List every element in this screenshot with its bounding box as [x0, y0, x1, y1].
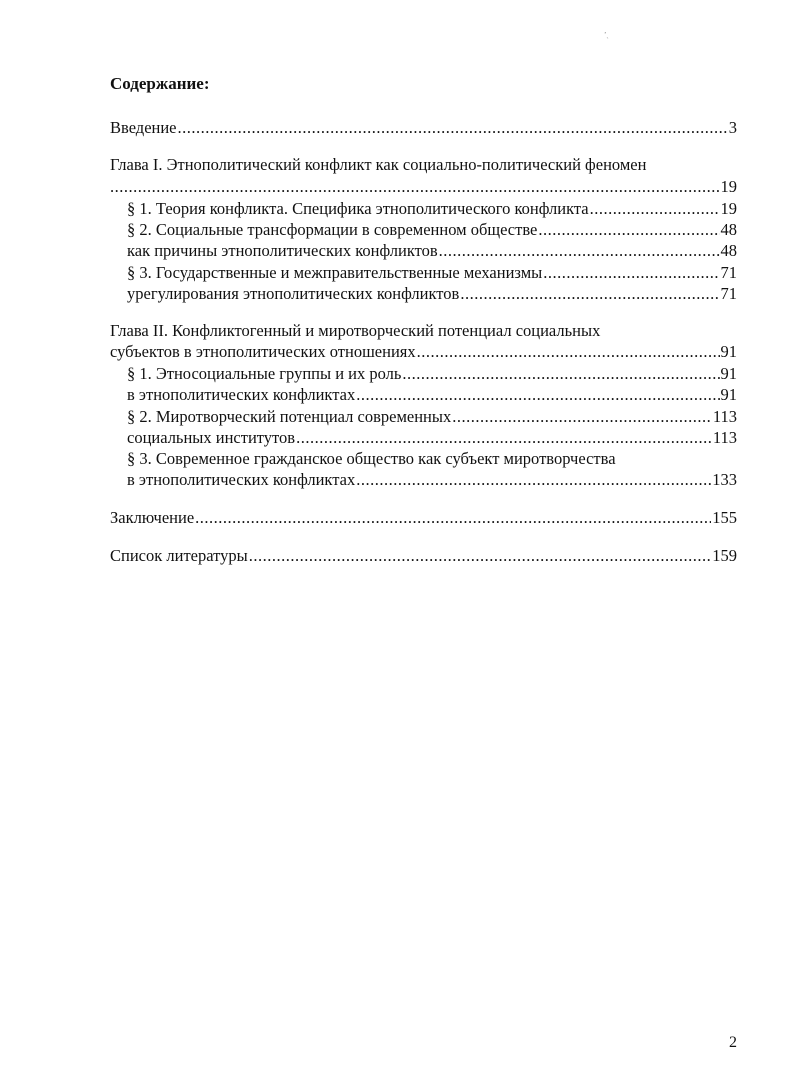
toc-entry-page: 19 [720, 177, 737, 196]
toc-ch1-section2-cont [127, 240, 737, 261]
toc-ch2-section2-cont [127, 427, 737, 448]
dot-leader [439, 240, 720, 261]
dot-leader [249, 545, 712, 566]
toc-ch1-section2 [127, 219, 737, 240]
dot-leader [417, 341, 720, 362]
toc-entry-label: в этнополитических конфликтах [127, 470, 356, 489]
toc-entry-page: 159 [712, 546, 737, 565]
dot-leader [178, 117, 728, 138]
toc-entry-label: § 1. Теория конфликта. Специфика этнополитического конфликта [127, 199, 589, 218]
toc-entry-label: социальных институтов [127, 428, 296, 447]
dot-leader [296, 427, 712, 448]
toc-entry-intro [110, 117, 737, 138]
dot-leader [452, 406, 712, 427]
toc-entry-page: 48 [720, 220, 737, 239]
toc-entry-label: § 2. Социальные трансформации в современном обществе [127, 220, 538, 239]
toc-entry-page: 113 [712, 428, 737, 447]
dot-leader [460, 283, 719, 304]
toc-ch2-section3: § 3. Современное гражданское общество как субъект миротворчества [127, 449, 616, 468]
dot-leader [356, 384, 719, 405]
toc-entry-page: 71 [720, 263, 737, 282]
toc-entry-label: § 3. Государственные и межправительственные механизмы [127, 263, 543, 282]
toc-entry-page: 91 [720, 364, 737, 383]
dot-leader [195, 507, 711, 528]
toc-ch1-section1 [127, 198, 737, 219]
toc-chapter2-title: Глава II. Конфликтогенный и миротворческий потенциал социальных [110, 321, 601, 340]
toc-entry-label: субъектов в этнополитических отношениях [110, 342, 416, 361]
toc-entry-page: 91 [720, 385, 737, 404]
toc-entry-page: 155 [712, 508, 737, 527]
toc-entry-label: как причины этнополитических конфликтов [127, 241, 438, 260]
toc-entry-label: Заключение [110, 508, 195, 527]
toc-entry-page: 91 [720, 342, 737, 361]
toc-entry-page: 133 [712, 470, 737, 489]
toc-entry-page: 71 [720, 284, 737, 303]
page-number: 2 [729, 1034, 737, 1051]
toc-ch2-section1-cont [127, 384, 737, 405]
dot-leader [590, 198, 720, 219]
dot-leader [538, 219, 719, 240]
toc-chapter2-title-cont [110, 341, 737, 362]
dot-leader [356, 469, 711, 490]
toc-entry-page: 48 [720, 241, 737, 260]
toc-chapter1-leader-line [110, 176, 737, 197]
toc-ch2-section1 [127, 363, 737, 384]
toc-ch1-section3-cont [127, 283, 737, 304]
dot-leader [402, 363, 719, 384]
toc-entry-label: § 2. Миротворческий потенциал современных [127, 407, 452, 426]
toc-entry-page: 3 [728, 118, 737, 137]
toc-ch2-section2 [127, 406, 737, 427]
toc-entry-label: урегулирования этнополитических конфликтов [127, 284, 460, 303]
toc-entry-label: Список литературы [110, 546, 248, 565]
toc-entry-conclusion [110, 507, 737, 528]
dot-leader [543, 262, 719, 283]
toc-entry-page: 113 [712, 407, 737, 426]
toc-ch1-section3 [127, 262, 737, 283]
toc-entry-bibliography [110, 545, 737, 566]
toc-entry-label: Введение [110, 118, 177, 137]
toc-entry-label: в этнополитических конфликтах [127, 385, 356, 404]
dot-leader [110, 176, 720, 197]
toc-entry-page: 19 [720, 199, 737, 218]
toc-title: Содержание: [110, 74, 210, 93]
scan-speck: ʼˎ [604, 31, 609, 39]
toc-chapter1-title: Глава I. Этнополитический конфликт как социально-политический феномен [110, 155, 647, 174]
toc-entry-label: § 1. Этносоциальные группы и их роль [127, 364, 402, 383]
toc-ch2-section3-cont [127, 469, 737, 490]
